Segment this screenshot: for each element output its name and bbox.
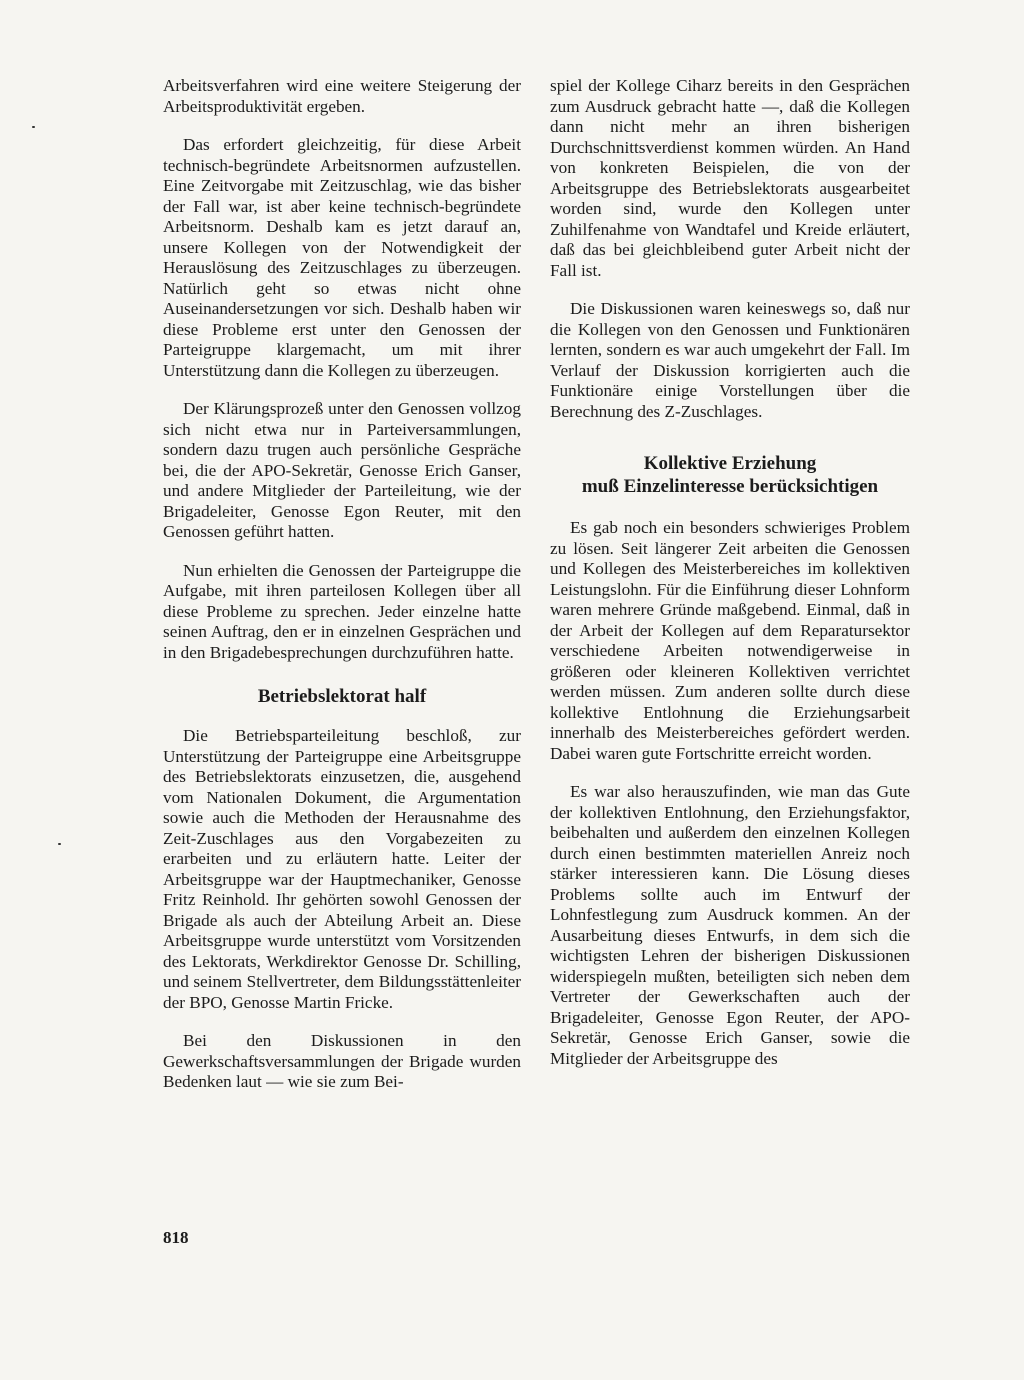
page-number: 818 [163,1228,189,1247]
scan-speck [32,126,35,128]
paragraph: Die Diskussionen waren keineswegs so, daß nur die Kollegen von den Genossen und Funktionären lernten, sondern es war auch umgekehrt der Fall. Im Verlauf der Diskussion korrigierten auch die Funktionäre einige Vorstellungen über die Berechnung des Z-Zuschlages. [550,299,910,421]
paragraph: spiel der Kollege Ciharz bereits in den Gesprächen zum Ausdruck gebracht hatte —, daß die Kollegen dann nicht mehr an ihren bisherigen Durchschnittsverdienst kommen würden. An Hand von konkreten Beispielen, die von der Arbeitsgruppe des Betriebslektorats ausgearbeitet worden sind, wurde den Kollegen unter Zuhilfenahme von Wandtafel und Kreide erläutert, daß das bei gleichbleibend guter Arbeit nicht der Fall ist. [550,76,910,280]
section-heading [550,452,910,498]
section-heading: Betriebslektorat half [257,686,427,707]
paragraph: Es war also herauszufinden, wie man das Gute der kollektiven Entlohnung, den Erziehungsfaktor, beibehalten und außerdem den einzelnen Kollegen durch einen bestimmten materiellen Anreiz noch stärker interessieren kann. Die Lösung dieses Problems sollte auch im Entwurf der Lohnfestlegung zum Ausdruck kommen. An der Ausarbeitung dieses Entwurfs, in dem sich die wichtigsten Lehren der bisherigen Diskussionen widerspiegeln mußten, beteiligten sich neben dem Vertreter der Gewerkschaften auch der Brigadeleiter, Genosse Egon Reuter, der APO-Sekretär, Genosse Erich Ganser, sowie die Mitglieder der Arbeitsgruppe des [550,782,910,1068]
scan-speck [58,843,61,845]
paragraph: Die Betriebsparteileitung beschloß, zur Unterstützung der Parteigruppe eine Arbeitsgruppe des Betriebslektorats einzusetzen, die, ausgehend vom Nationalen Dokument, die Argumentation sowie auch die Methoden der Herausnahme des Zeit-Zuschlages aus den Vorgabezeiten zu erarbeiten und zu erläutern hatte. Leiter der Arbeitsgruppe war der Hauptmechaniker, Genosse Fritz Reinhold. Ihr gehörten sowohl Genossen der Brigade als auch der Abteilung Arbeit an. Diese Arbeitsgruppe wurde unterstützt vom Vorsitzenden des Lektorats, Werkdirektor Genosse Dr. Schilling, und seinem Stellvertreter, dem Bildungsstättenleiter der BPO, Genosse Martin Fricke. [163,726,521,1012]
section-heading-line: Kollektive Erziehung [643,453,817,474]
paragraph: Arbeitsverfahren wird eine weitere Steigerung der Arbeitsproduktivität ergeben. [163,76,521,116]
left-column [163,76,521,1111]
paragraph: Es gab noch ein besonders schwieriges Problem zu lösen. Seit längerer Zeit arbeiten die Genossen und Kollegen des Meisterbereiches im kollektiven Leistungslohn. Für die Einführung dieser Lohnform waren mehrere Gründe maßgebend. Einmal, daß in der Arbeit der Kollegen auf dem Reparatursektor verschiedene Arbeiten notwendigerweise in größeren oder kleineren Kollektiven verrichtet werden müssen. Zum anderen sollte durch diese kollektive Entlohnung die Erziehungsarbeit innerhalb des Meisterbereiches gefördert werden. Dabei waren gute Fortschritte erreicht worden. [550,518,910,763]
paragraph: Bei den Diskussionen in den Gewerkschaftsversammlungen der Brigade wurden Bedenken laut — wie sie zum Bei- [163,1031,521,1091]
section-heading-line: muß Einzelinteresse berücksichtigen [581,476,879,497]
paragraph: Der Klärungsprozeß unter den Genossen vollzog sich nicht etwa nur in Parteiversammlungen, sondern dazu trugen auch persönliche Gespräche bei, die der APO-Sekretär, Genosse Erich Ganser, und andere Mitglieder der Parteileitung, wie der Brigadeleiter, Genosse Egon Reuter, mit den Genossen geführt hatten. [163,399,521,541]
paragraph: Nun erhielten die Genossen der Parteigruppe die Aufgabe, mit ihren parteilosen Kollegen über all diese Probleme zu sprechen. Jeder einzelne hatte seinen Auftrag, den er in einzelnen Gesprächen und in den Brigadebesprechungen durchzuführen hatte. [163,560,521,662]
paragraph: Das erfordert gleichzeitig, für diese Arbeit technisch-begründete Arbeitsnormen aufzustellen. Eine Zeitvorgabe mit Zeitzuschlag, wie das bisher der Fall war, ist aber keine technisch-begründete Arbeitsnorm. Deshalb kam es jetzt darauf an, unsere Kollegen von der Notwendigkeit der Herauslösung des Zeitzuschlages zu überzeugen. Natürlich geht so etwas nicht ohne Auseinandersetzungen vor sich. Deshalb haben wir diese Probleme erst unter den Genossen der Parteigruppe klargemacht, um mit ihrer Unterstützung dann die Kollegen zu überzeugen. [163,135,521,380]
right-column [550,76,910,1087]
